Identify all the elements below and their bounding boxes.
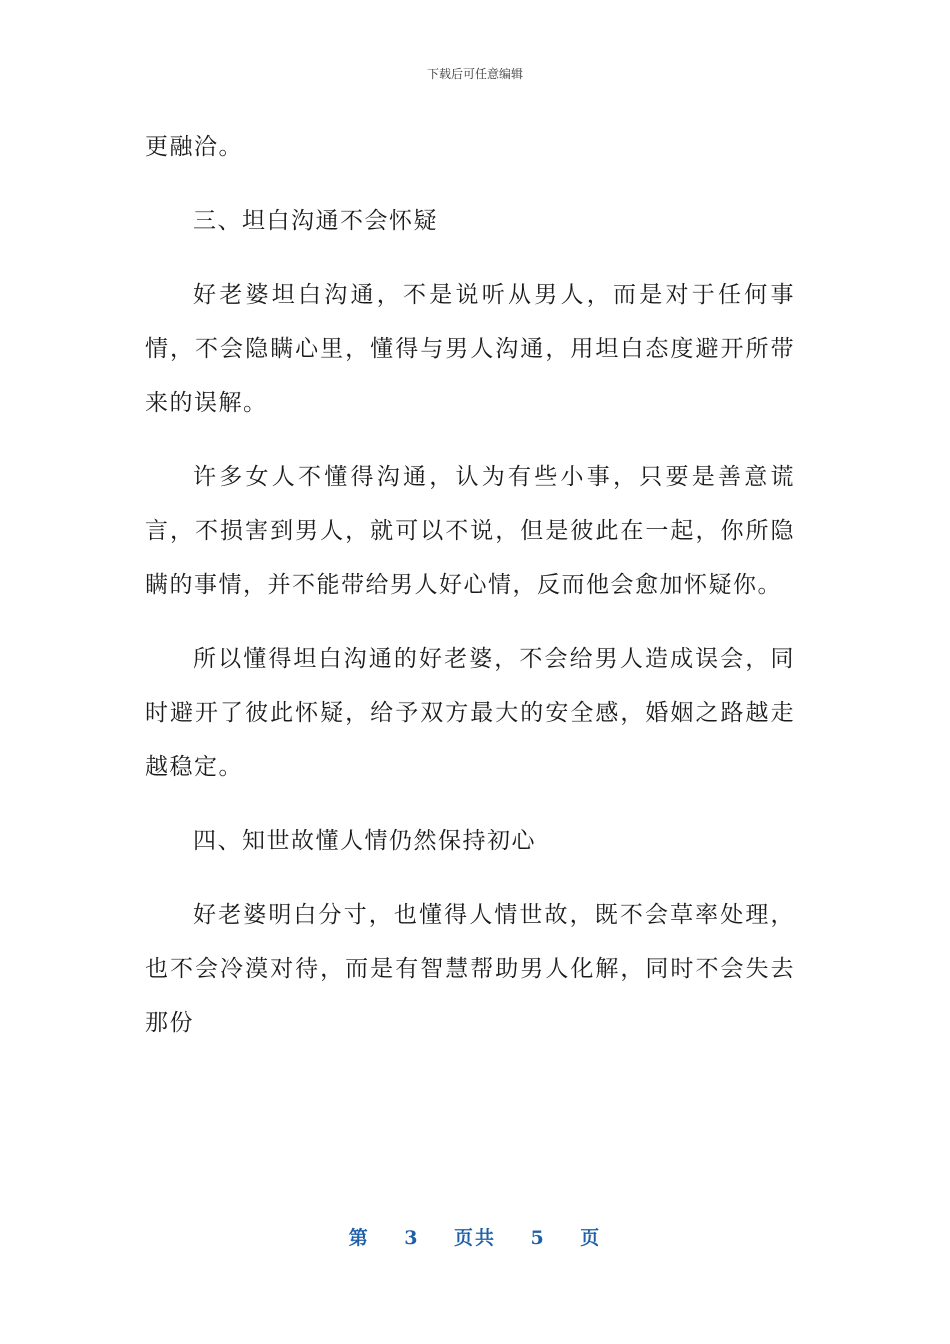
header-note: 下载后可任意编辑 [426, 67, 523, 81]
page-footer [0, 1225, 950, 1251]
page-header [0, 66, 950, 82]
footer-prefix: 第 [348, 1227, 370, 1249]
footer-suffix: 页 [580, 1227, 602, 1249]
paragraph: 好老婆坦白沟通，不是说听从男人，而是对于任何事情，不会隐瞒心里，懂得与男人沟通，用坦白态度避开所带来的误解。 [145, 282, 795, 416]
paragraph: 好老婆明白分寸，也懂得人情世故，既不会草率处理，也不会冷漠对待，而是有智慧帮助男人化解，同时不会失去那份 [145, 902, 795, 1036]
footer-middle: 页共 [453, 1227, 496, 1249]
paragraph: 所以懂得坦白沟通的好老婆，不会给男人造成误会，同时避开了彼此怀疑，给予双方最大的安全感，婚姻之路越走越稳定。 [145, 646, 795, 780]
current-page-number: 3 [404, 1227, 420, 1249]
paragraph: 更融洽。 [145, 134, 243, 160]
document-body [145, 120, 795, 1070]
section-heading: 三、坦白沟通不会怀疑 [193, 208, 438, 234]
section-heading: 四、知世故懂人情仍然保持初心 [193, 828, 536, 854]
paragraph: 许多女人不懂得沟通，认为有些小事，只要是善意谎言，不损害到男人，就可以不说，但是彼此在一起，你所隐瞒的事情，并不能带给男人好心情，反而他会愈加怀疑你。 [145, 464, 795, 598]
total-page-count: 5 [530, 1227, 546, 1249]
